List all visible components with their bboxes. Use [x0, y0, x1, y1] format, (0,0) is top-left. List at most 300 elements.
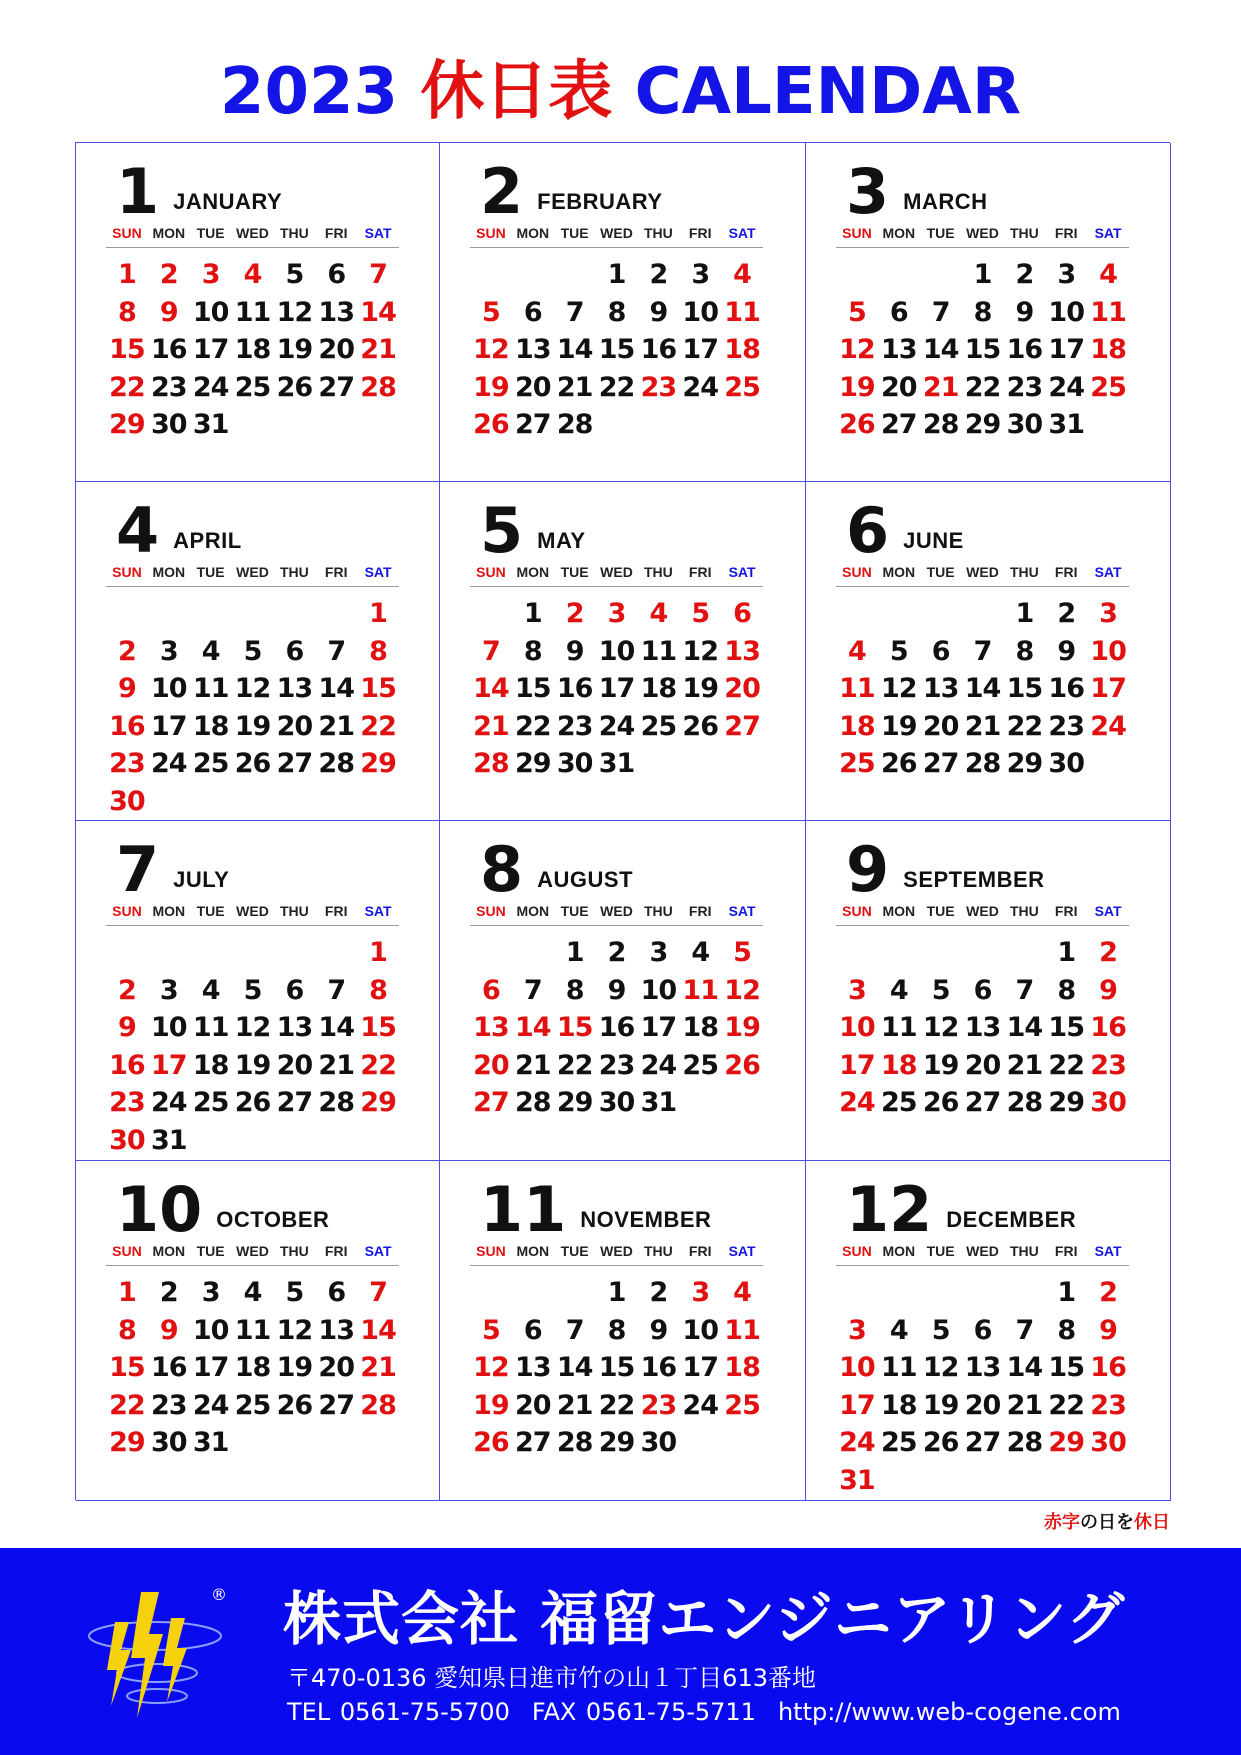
weekday-label: FRI: [688, 1243, 712, 1259]
weekday-label: MON: [882, 564, 916, 580]
workday-date: 15: [514, 673, 551, 704]
workday-date: 2: [607, 937, 626, 968]
holiday-date: 7: [482, 635, 500, 667]
weekday-label: SUN: [842, 564, 872, 580]
workday-date: 18: [682, 1012, 718, 1043]
weekday-label: SAT: [364, 564, 392, 580]
title-year: 2023: [219, 55, 399, 129]
holiday-date: 16: [1090, 1352, 1126, 1383]
month-name: JULY: [173, 867, 230, 892]
workday-date: 29: [556, 1087, 593, 1118]
workday-date: 31: [192, 1427, 229, 1458]
holiday-date: 12: [839, 334, 875, 365]
month-header: [116, 153, 283, 228]
workday-date: 20: [514, 1389, 551, 1421]
weekday-label: TUE: [560, 564, 589, 580]
holiday-date: 3: [691, 1277, 710, 1308]
workday-date: 4: [889, 974, 908, 1006]
workday-date: 27: [318, 1389, 354, 1421]
company-logo-icon: [85, 1578, 245, 1728]
weekday-label: SAT: [728, 1243, 756, 1259]
month-number: 11: [480, 1173, 567, 1246]
workday-date: 19: [234, 710, 271, 742]
workday-date: 17: [682, 1352, 718, 1383]
workday-date: 1: [1057, 1277, 1076, 1308]
weekday-label: WED: [966, 564, 999, 580]
workday-date: 3: [1057, 259, 1076, 290]
workday-date: 8: [607, 1314, 626, 1346]
weekday-label: THU: [643, 225, 673, 241]
weekday-label: WED: [600, 1243, 633, 1259]
holiday-date: 14: [360, 1314, 396, 1346]
weekday-header-row: [106, 562, 399, 587]
workday-date: 7: [523, 974, 542, 1006]
weekday-label: SUN: [842, 225, 872, 241]
weekday-label: FRI: [1054, 1243, 1078, 1259]
weekday-header-row: [470, 1241, 763, 1266]
workday-date: 24: [682, 371, 718, 403]
month-number: 4: [116, 494, 160, 567]
workday-date: 12: [880, 673, 917, 704]
month-march: [806, 143, 1171, 482]
weekday-label: MON: [152, 564, 186, 580]
workday-date: 30: [1006, 409, 1043, 440]
workday-date: 14: [1006, 1012, 1043, 1043]
workday-date: 26: [234, 748, 271, 779]
workday-date: 13: [514, 1352, 551, 1383]
month-january: [76, 143, 440, 482]
holiday-date: 12: [473, 1352, 509, 1383]
holiday-date: 4: [649, 598, 668, 629]
weekday-label: TUE: [926, 1243, 955, 1259]
workday-date: 3: [159, 635, 178, 667]
workday-date: 21: [964, 710, 1001, 742]
weekday-header-row: [106, 223, 399, 248]
workday-date: 4: [201, 635, 220, 667]
weekday-label: SUN: [112, 225, 142, 241]
holiday-date: 30: [109, 1124, 145, 1156]
month-header: [116, 1171, 330, 1246]
holiday-date: 17: [839, 1049, 875, 1081]
holiday-date: 13: [473, 1012, 509, 1043]
weekday-label: THU: [279, 903, 309, 919]
workday-date: 15: [1048, 1352, 1084, 1383]
holiday-date: 4: [1099, 259, 1117, 290]
weekday-header-row: [470, 901, 763, 926]
holiday-date: 20: [473, 1049, 509, 1081]
workday-date: 15: [598, 334, 635, 365]
weekday-label: THU: [1009, 564, 1039, 580]
weekday-label: MON: [516, 225, 550, 241]
weekday-label: SUN: [842, 1243, 872, 1259]
holiday-date: 11: [724, 1314, 760, 1346]
workday-date: 30: [556, 748, 593, 779]
workday-date: 21: [1006, 1049, 1043, 1081]
workday-date: 30: [598, 1087, 635, 1118]
weekday-label: SAT: [728, 564, 756, 580]
holiday-date: 14: [360, 296, 396, 328]
registered-mark: ®: [211, 1585, 227, 1604]
holiday-date: 17: [150, 1049, 187, 1081]
month-header: [480, 492, 586, 567]
weekday-label: FRI: [1054, 225, 1078, 241]
holiday-date: 28: [360, 371, 396, 403]
workday-date: 20: [880, 371, 917, 403]
note-holiday-text: 休日: [1134, 1512, 1170, 1533]
workday-date: 21: [1006, 1389, 1043, 1421]
holiday-date: 10: [1090, 635, 1126, 667]
holiday-date: 24: [1090, 710, 1126, 742]
weekday-label: TUE: [196, 903, 225, 919]
month-header: [846, 831, 1045, 906]
weekday-label: TUE: [196, 225, 225, 241]
workday-date: 8: [1057, 1314, 1076, 1346]
holiday-date: 7: [369, 259, 387, 290]
calendar-grid: [75, 142, 1170, 1500]
company-url[interactable]: http://www.web-cogene.com: [777, 1698, 1121, 1726]
day-grid: [470, 934, 763, 1122]
month-header: [116, 831, 230, 906]
workday-date: 7: [565, 1314, 584, 1346]
month-number: 3: [846, 155, 890, 228]
workday-date: 16: [1006, 334, 1043, 365]
workday-date: 9: [607, 974, 626, 1006]
weekday-label: MON: [516, 903, 550, 919]
workday-date: 5: [931, 974, 950, 1006]
title-english: CALENDAR: [634, 55, 1022, 129]
month-header: [480, 1171, 712, 1246]
workday-date: 6: [327, 1277, 346, 1308]
workday-date: 23: [556, 710, 593, 742]
weekday-label: FRI: [1054, 903, 1078, 919]
weekday-label: FRI: [324, 225, 348, 241]
month-header: [116, 492, 242, 567]
holiday-date: 26: [473, 1427, 509, 1458]
workday-date: 10: [682, 296, 718, 328]
workday-date: 27: [318, 371, 354, 403]
weekday-label: WED: [236, 564, 269, 580]
workday-date: 7: [973, 635, 992, 667]
holiday-date: 25: [724, 1389, 760, 1421]
workday-date: 27: [276, 1087, 313, 1118]
workday-date: 26: [276, 371, 313, 403]
holiday-date: 5: [848, 296, 866, 328]
holiday-date: 30: [1090, 1427, 1126, 1458]
workday-date: 17: [1048, 334, 1084, 365]
workday-date: 28: [556, 1427, 593, 1458]
workday-date: 7: [1015, 974, 1034, 1006]
weekday-header-row: [836, 223, 1129, 248]
weekday-header-row: [470, 562, 763, 587]
holiday-date: 4: [733, 1277, 751, 1308]
workday-date: 22: [514, 710, 551, 742]
month-name: APRIL: [173, 528, 242, 553]
holiday-date: 17: [839, 1389, 875, 1421]
workday-date: 30: [150, 1427, 187, 1458]
workday-date: 8: [523, 635, 542, 667]
workday-date: 14: [922, 334, 959, 365]
holiday-date: 4: [243, 259, 262, 290]
workday-date: 13: [964, 1352, 1001, 1383]
weekday-label: MON: [882, 903, 916, 919]
holiday-date: 26: [473, 409, 509, 440]
workday-date: 4: [691, 937, 710, 968]
workday-date: 25: [640, 710, 677, 742]
weekday-header-row: [106, 901, 399, 926]
holiday-date: 12: [724, 974, 760, 1006]
workday-date: 30: [640, 1427, 677, 1458]
workday-date: 21: [556, 371, 593, 403]
workday-date: 18: [192, 710, 229, 742]
workday-date: 16: [598, 1012, 635, 1043]
workday-date: 12: [234, 1012, 271, 1043]
workday-date: 29: [1006, 748, 1043, 779]
holiday-date: 2: [118, 974, 136, 1006]
workday-date: 11: [234, 296, 271, 328]
workday-date: 15: [1048, 1012, 1084, 1043]
holiday-date: 25: [724, 371, 760, 403]
page-title: [0, 52, 1241, 132]
month-number: 9: [846, 833, 890, 906]
holiday-date: 3: [848, 1314, 866, 1346]
workday-date: 8: [1015, 635, 1034, 667]
weekday-label: SAT: [728, 903, 756, 919]
holiday-date: 4: [848, 635, 866, 667]
holiday-date: 10: [839, 1012, 875, 1043]
holiday-date: 17: [1090, 673, 1126, 704]
workday-date: 22: [964, 371, 1001, 403]
workday-date: 20: [318, 1352, 354, 1383]
company-address: 〒470-0136 愛知県日進市竹の山１丁目613番地: [287, 1664, 816, 1692]
holiday-date: 19: [724, 1012, 760, 1043]
holiday-date: 11: [1090, 296, 1126, 328]
month-july: [76, 821, 440, 1161]
workday-date: 5: [285, 259, 304, 290]
holiday-date: 10: [839, 1352, 875, 1383]
workday-date: 1: [565, 937, 584, 968]
month-november: [440, 1161, 806, 1501]
workday-date: 17: [682, 334, 718, 365]
month-name: MAY: [537, 528, 586, 553]
workday-date: 24: [1048, 371, 1084, 403]
holiday-date: 22: [109, 1389, 145, 1421]
holiday-date: 23: [640, 1389, 677, 1421]
workday-date: 21: [556, 1389, 593, 1421]
weekday-label: MON: [516, 1243, 550, 1259]
workday-date: 6: [285, 635, 304, 667]
weekday-label: WED: [236, 1243, 269, 1259]
weekday-label: SAT: [364, 1243, 392, 1259]
weekday-label: FRI: [324, 903, 348, 919]
workday-date: 24: [150, 748, 187, 779]
holiday-date: 2: [159, 259, 178, 290]
workday-date: 12: [276, 296, 313, 328]
workday-date: 17: [640, 1012, 677, 1043]
month-number: 12: [846, 1173, 933, 1246]
workday-date: 2: [649, 259, 668, 290]
workday-date: 9: [649, 1314, 668, 1346]
workday-date: 28: [1006, 1087, 1043, 1118]
workday-date: 15: [1006, 673, 1043, 704]
weekday-label: WED: [600, 564, 633, 580]
workday-date: 7: [931, 296, 950, 328]
workday-date: 26: [682, 710, 718, 742]
workday-date: 29: [598, 1427, 635, 1458]
month-header: [846, 492, 964, 567]
holiday-date: 5: [482, 296, 500, 328]
workday-date: 7: [1015, 1314, 1034, 1346]
workday-date: 8: [1057, 974, 1076, 1006]
workday-date: 13: [276, 673, 313, 704]
workday-date: 26: [234, 1087, 271, 1118]
workday-date: 19: [276, 1352, 313, 1383]
weekday-label: WED: [600, 225, 633, 241]
workday-date: 29: [964, 409, 1001, 440]
workday-date: 16: [150, 1352, 187, 1383]
holiday-date: 26: [839, 409, 875, 440]
holiday-date: 9: [159, 1314, 178, 1346]
workday-date: 20: [964, 1049, 1001, 1081]
weekday-label: MON: [882, 225, 916, 241]
workday-date: 28: [318, 1087, 354, 1118]
workday-date: 2: [649, 1277, 668, 1308]
month-december: [806, 1161, 1171, 1501]
workday-date: 9: [1015, 296, 1034, 328]
holiday-date: 8: [369, 635, 387, 667]
workday-date: 10: [192, 296, 229, 328]
workday-date: 24: [598, 710, 635, 742]
weekday-label: TUE: [926, 564, 955, 580]
workday-date: 18: [234, 334, 271, 365]
weekday-label: SAT: [1094, 1243, 1122, 1259]
workday-date: 27: [514, 1427, 551, 1458]
weekday-label: MON: [152, 903, 186, 919]
holiday-date: 15: [556, 1012, 593, 1043]
workday-date: 21: [514, 1049, 551, 1081]
month-number: 7: [116, 833, 160, 906]
holiday-date: 13: [724, 635, 760, 667]
company-fax: FAX 0561-75-5711: [531, 1698, 756, 1726]
workday-date: 20: [964, 1389, 1001, 1421]
workday-date: 25: [192, 748, 229, 779]
day-grid: [836, 595, 1129, 783]
weekday-label: TUE: [926, 903, 955, 919]
workday-date: 13: [318, 1314, 354, 1346]
workday-date: 30: [150, 409, 187, 440]
holiday-date: 9: [1099, 1314, 1117, 1346]
workday-date: 17: [598, 673, 635, 704]
holiday-date: 3: [848, 974, 866, 1006]
holiday-date: 12: [473, 334, 509, 365]
workday-date: 20: [276, 710, 313, 742]
holiday-date: 2: [1099, 1277, 1117, 1308]
holiday-date: 29: [109, 409, 145, 440]
workday-date: 29: [1048, 1087, 1084, 1118]
workday-date: 21: [318, 1049, 354, 1081]
workday-date: 19: [234, 1049, 271, 1081]
workday-date: 6: [973, 1314, 992, 1346]
weekday-label: MON: [152, 225, 186, 241]
workday-date: 13: [964, 1012, 1001, 1043]
workday-date: 22: [598, 371, 635, 403]
workday-date: 25: [880, 1427, 917, 1458]
workday-date: 7: [327, 635, 346, 667]
weekday-label: MON: [152, 1243, 186, 1259]
workday-date: 24: [192, 1389, 229, 1421]
weekday-label: THU: [1009, 1243, 1039, 1259]
month-june: [806, 482, 1171, 821]
workday-date: 14: [1006, 1352, 1043, 1383]
holiday-date: 11: [682, 974, 718, 1006]
workday-date: 13: [922, 673, 959, 704]
workday-date: 25: [234, 371, 271, 403]
weekday-label: SUN: [476, 903, 506, 919]
company-contact: [287, 1697, 1143, 1727]
workday-date: 12: [276, 1314, 313, 1346]
workday-date: 9: [565, 635, 584, 667]
holiday-date: 21: [360, 1352, 396, 1383]
workday-date: 22: [1006, 710, 1043, 742]
holiday-date: 16: [109, 1049, 145, 1081]
workday-date: 4: [243, 1277, 262, 1308]
holiday-date: 1: [369, 937, 387, 968]
holiday-date: 1: [369, 598, 387, 629]
note-red-text: 赤字: [1044, 1512, 1080, 1533]
day-grid: [106, 1274, 399, 1462]
note-mid-text: の日を: [1080, 1512, 1134, 1533]
weekday-label: SAT: [1094, 225, 1122, 241]
workday-date: 19: [922, 1049, 959, 1081]
weekday-label: THU: [643, 564, 673, 580]
weekday-label: THU: [279, 564, 309, 580]
holiday-date: 29: [360, 1087, 396, 1118]
workday-date: 31: [1048, 409, 1084, 440]
workday-date: 11: [192, 673, 229, 704]
workday-date: 14: [318, 673, 354, 704]
workday-date: 28: [922, 409, 959, 440]
weekday-label: TUE: [926, 225, 955, 241]
holiday-date: 19: [473, 371, 509, 403]
workday-date: 11: [880, 1352, 917, 1383]
holiday-date: 15: [360, 673, 396, 704]
workday-date: 1: [1057, 937, 1076, 968]
weekday-label: SAT: [1094, 564, 1122, 580]
weekday-label: WED: [600, 903, 633, 919]
workday-date: 11: [192, 1012, 229, 1043]
month-name: SEPTEMBER: [903, 867, 1045, 892]
workday-date: 27: [276, 748, 313, 779]
workday-date: 2: [1057, 598, 1076, 629]
workday-date: 9: [1057, 635, 1076, 667]
holiday-date: 1: [118, 1277, 136, 1308]
holiday-date: 19: [839, 371, 875, 403]
month-may: [440, 482, 806, 821]
holiday-date: 18: [724, 334, 760, 365]
company-tel: TEL 0561-75-5700: [287, 1698, 510, 1726]
holiday-note: [1044, 1508, 1170, 1534]
month-october: [76, 1161, 440, 1501]
month-name: JUNE: [903, 528, 964, 553]
holiday-date: 30: [109, 785, 145, 817]
workday-date: 8: [565, 974, 584, 1006]
weekday-label: WED: [966, 225, 999, 241]
workday-date: 12: [682, 635, 718, 667]
workday-date: 16: [150, 334, 187, 365]
workday-date: 6: [285, 974, 304, 1006]
workday-date: 28: [556, 409, 593, 440]
holiday-date: 20: [724, 673, 760, 704]
weekday-header-row: [836, 901, 1129, 926]
